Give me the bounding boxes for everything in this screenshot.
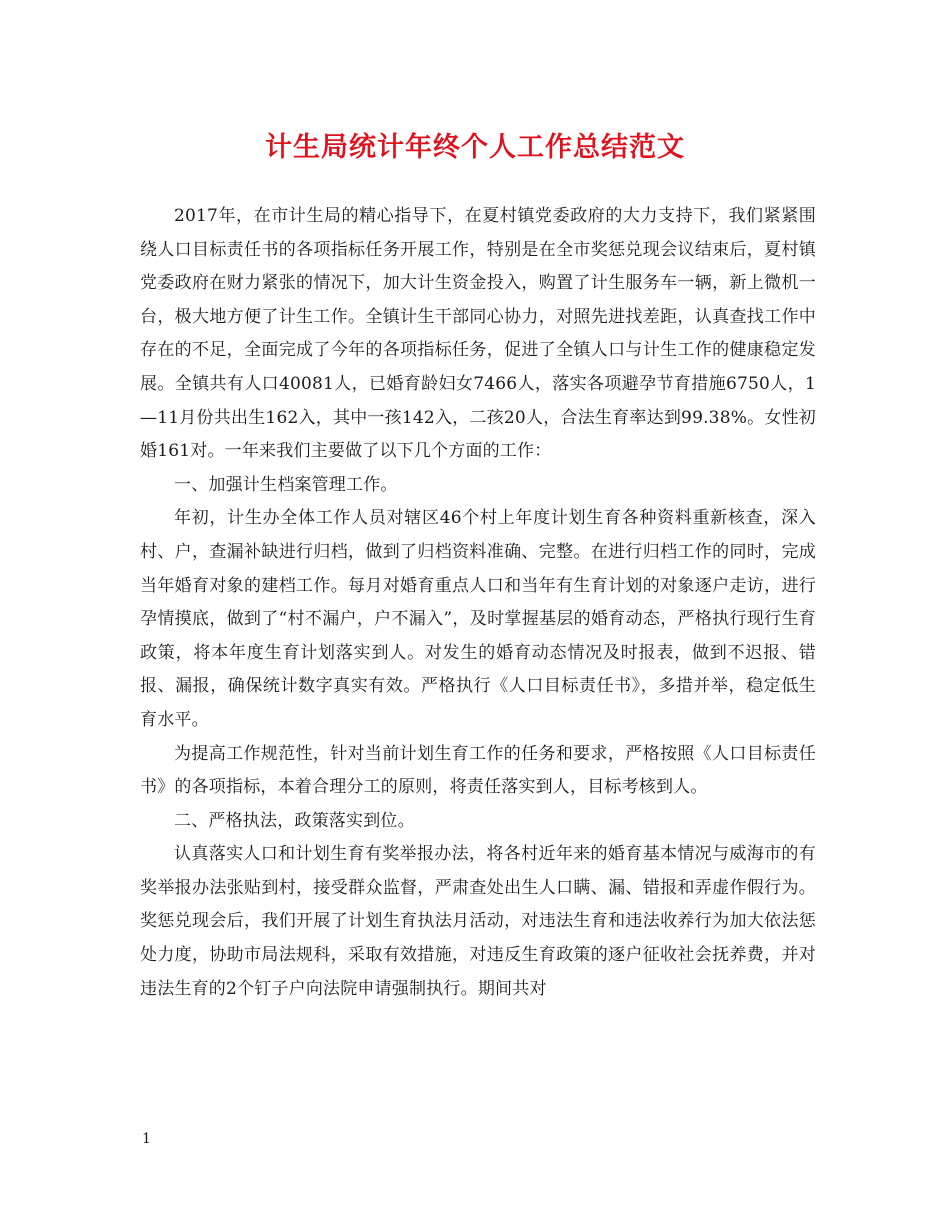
paragraph-standards: 为提高工作规范性，针对当前计划生育工作的任务和要求，严格按照《人口目标责任书》的各项指标，本着合理分工的原则，将责任落实到人，目标考核到人。 — [140, 743, 816, 798]
section-heading-law: 二、严格执法，政策落实到位。 — [174, 810, 415, 831]
paragraph-archive: 年初，计生办全体工作人员对辖区46个村上年度计划生育各种资料重新核查，深入村、户，查漏补缺进行归档，做到了归档资料准确、完整。在进行归档工作的同时，完成当年婚育对象的建档工作。每月对婚育重点人口和当年有生育计划的对象逐户走访，进行孕情摸底，做到了“村不漏户，户不漏入”，及时掌握基层的婚育动态，严格执行现行生育政策，将本年度生育计划落实到人。对发生的婚育动态情况及时报表，做到不迟报、错报、漏报，确保统计数字真实有效。严格执行《人口目标责任书》，多措并举，稳定低生育水平。 — [140, 508, 816, 730]
document-body — [140, 200, 816, 1006]
document-title: 计生局统计年终个人工作总结范文 — [265, 132, 685, 163]
section-heading-archive: 一、加强计生档案管理工作。 — [174, 474, 398, 495]
page-number: 1 — [142, 1131, 151, 1147]
paragraph-intro: 2017年，在市计生局的精心指导下，在夏村镇党委政府的大力支持下，我们紧紧围绕人口目标责任书的各项指标任务开展工作，特别是在全市奖惩兑现会议结束后，夏村镇党委政府在财力紧张的情况下，加大计生资金投入，购置了计生服务车一辆，新上微机一台，极大地方便了计生工作。全镇计生干部同心协力，对照先进找差距，认真查找工作中存在的不足，全面完成了今年的各项指标任务，促进了全镇人口与计生工作的健康稳定发展。全镇共有人口40081人，已婚育龄妇女7466人，落实各项避孕节育措施6750人，1—11月份共出生162入，其中一孩142入，二孩20人，合法生育率达到99.38%。女性初婚161对。一年来我们主要做了以下几个方面的工作： — [140, 206, 816, 462]
paragraph-law: 认真落实人口和计划生育有奖举报办法，将各村近年来的婚育基本情况与威海市的有奖举报办法张贴到村，接受群众监督，严肃查处出生人口瞒、漏、错报和弄虚作假行为。奖惩兑现会后，我们开展了计划生育执法月活动，对违法生育和违法收养行为加大依法惩处力度，协助市局法规科，采取有效措施，对违反生育政策的逐户征收社会抚养费，并对违法生育的2个钉子户向法院申请强制执行。期间共对 — [140, 844, 816, 999]
